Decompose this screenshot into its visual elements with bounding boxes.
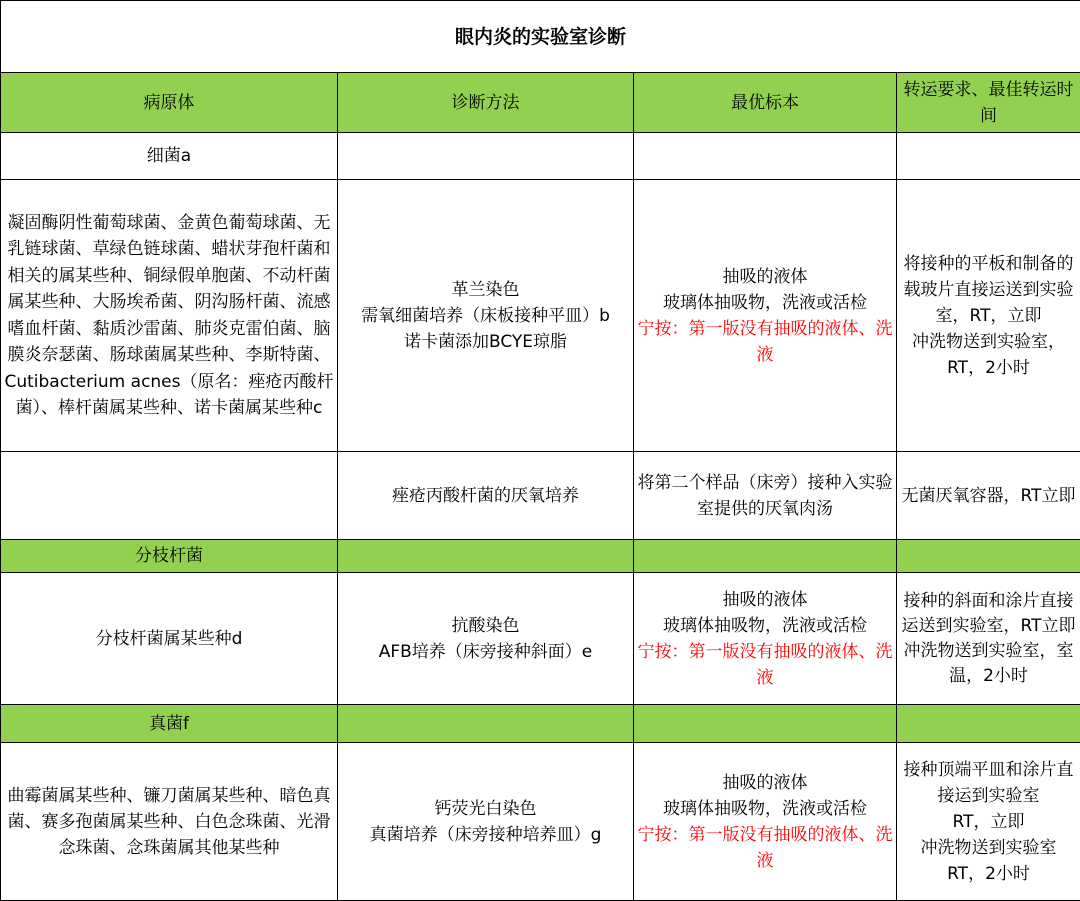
header-row [1, 73, 1080, 133]
table-row [1, 573, 1080, 705]
specimen-cell [634, 573, 897, 705]
header-transport: 转运要求、最佳转运时间 [897, 73, 1080, 133]
table-title: 眼内炎的实验室诊断 [1, 1, 1080, 73]
specimen-line: 玻璃体抽吸物，洗液或活检 [663, 292, 867, 313]
table-row [1, 743, 1080, 901]
pathogen-cell [1, 452, 338, 540]
transport-line: 冲洗物送到实验室，室温，2小时 [903, 640, 1074, 686]
section-row-fungi [1, 705, 1080, 743]
table-row [1, 180, 1080, 452]
specimen-line: 抽吸的液体 [722, 772, 808, 793]
section-label: 真菌f [1, 705, 338, 743]
editor-note: 宁按：第一版没有抽吸的液体、洗液 [637, 824, 893, 871]
method-line: 需氧细菌培养（床板接种平皿）b [361, 305, 610, 326]
transport-cell [897, 180, 1080, 452]
specimen-line: 抽吸的液体 [722, 589, 808, 610]
method-line: AFB培养（床旁接种斜面）e [378, 641, 593, 662]
method-line: 真菌培养（床旁接种培养皿）g [369, 824, 602, 845]
method-cell: 痤疮丙酸杆菌的厌氧培养 [338, 452, 634, 540]
transport-line: 冲洗物送到实验室 [920, 837, 1057, 858]
section-label: 分枝杆菌 [1, 540, 338, 573]
transport-line: RT，立即 [952, 811, 1025, 832]
transport-line: 接种顶端平皿和涂片直接运到实验室 [903, 759, 1074, 806]
section-row-bacteria [1, 133, 1080, 180]
pathogen-cell: 凝固酶阴性葡萄球菌、金黄色葡萄球菌、无乳链球菌、草绿色链球菌、蜡状芽孢杆菌和相关的属某些种、铜绿假单胞菌、不动杆菌属某些种、大肠埃希菌、阴沟肠杆菌、流感嗜血杆菌、黏质沙雷菌、肺炎克雷伯菌、脑膜炎奈瑟菌、肠球菌属某些种、李斯特菌、Cutibacterium acnes（原名：痤疮丙酸杆菌）、棒杆菌属某些种、诺卡菌属某些种c [1, 180, 338, 452]
method-line: 诺卡菌添加BCYE琼脂 [403, 331, 568, 352]
pathogen-cell: 分枝杆菌属某些种d [1, 573, 338, 705]
specimen-line: 玻璃体抽吸物，洗液或活检 [663, 615, 867, 636]
specimen-cell [634, 180, 897, 452]
header-pathogen: 病原体 [1, 73, 338, 133]
method-line: 抗酸染色 [451, 615, 520, 636]
transport-cell [897, 743, 1080, 901]
method-line: 钙荧光白染色 [434, 798, 537, 819]
section-label: 细菌a [1, 133, 338, 180]
transport-cell: 无菌厌氧容器，RT立即 [897, 452, 1080, 540]
method-line: 革兰染色 [451, 279, 520, 300]
editor-note: 宁按：第一版没有抽吸的液体、洗液 [637, 641, 893, 688]
specimen-cell: 将第二个样品（床旁）接种入实验室提供的厌氧肉汤 [634, 452, 897, 540]
transport-line: 接种的斜面和涂片直接运送到实验室，RT立即 [901, 590, 1076, 636]
specimen-line: 抽吸的液体 [722, 266, 808, 287]
transport-line: 冲洗物送到实验室，RT，2小时 [912, 331, 1065, 378]
pathogen-cell: 曲霉菌属某些种、镰刀菌属某些种、暗色真菌、赛多孢菌属某些种、白色念珠菌、光滑念珠菌、念珠菌属其他某些种 [1, 743, 338, 901]
specimen-cell [634, 743, 897, 901]
method-cell [338, 573, 634, 705]
header-specimen: 最优标本 [634, 73, 897, 133]
section-row-mycobacteria [1, 540, 1080, 573]
table-row [1, 452, 1080, 540]
header-method: 诊断方法 [338, 73, 634, 133]
method-cell [338, 180, 634, 452]
method-cell [338, 743, 634, 901]
transport-line: 将接种的平板和制备的载玻片直接运送到实验室，RT，立即 [903, 253, 1074, 326]
editor-note: 宁按：第一版没有抽吸的液体、洗液 [637, 318, 893, 365]
transport-cell [897, 573, 1080, 705]
transport-line: RT，2小时 [947, 863, 1030, 884]
specimen-line: 玻璃体抽吸物，洗液或活检 [663, 798, 867, 819]
